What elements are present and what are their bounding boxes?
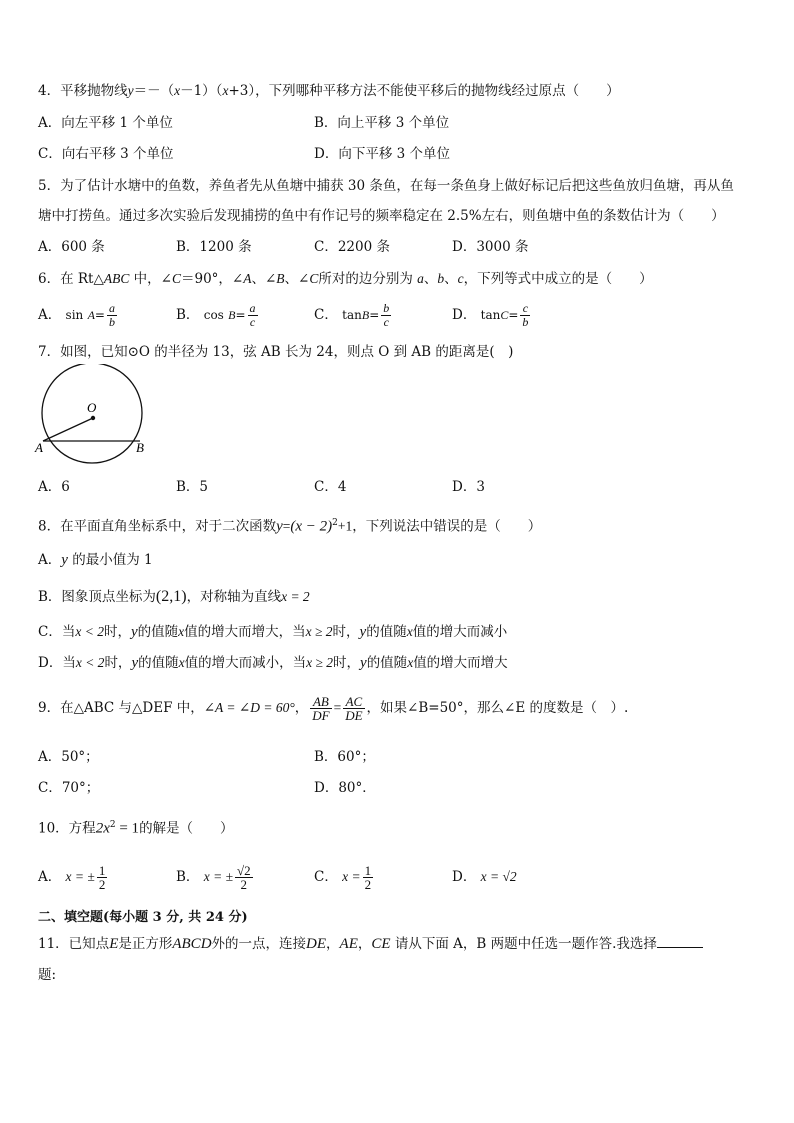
- q5-option-a[interactable]: A．600 条: [38, 239, 105, 255]
- q9-option-a[interactable]: A．50°；: [38, 749, 99, 765]
- q4-option-b[interactable]: B．向上平移 3 个单位: [314, 115, 450, 131]
- q7-option-a[interactable]: A．6: [38, 479, 70, 495]
- q4-option-a[interactable]: A．向左平移 1 个单位: [38, 115, 173, 131]
- q10-option-d[interactable]: D． x = √2: [452, 869, 517, 885]
- circle-diagram: [34, 364, 152, 464]
- q9-option-b[interactable]: B．60°；: [314, 749, 375, 765]
- q10-option-b[interactable]: B． x = ± $\frac{√2}{2}$: [176, 862, 251, 892]
- question-6-stem: 6．在 Rt△ABC 中，∠C＝90°，∠A、∠B、∠C所对的边分别为 a、b、c，下列等式中成立的是（ ）: [38, 271, 653, 287]
- question-7-stem: 7．如图，已知⊙O 的半径为 13，弦 AB 长为 24，则点 O 到 AB 的距离是( ): [38, 344, 514, 360]
- question-10-stem: 10．方程$2x^2 = 1$的解是（ ）: [38, 820, 234, 837]
- q6-option-a[interactable]: A． sin A = $\frac{a}{b}$: [38, 300, 115, 329]
- question-4-stem: 4．平移抛物线y＝－（x－1）（x+3），下列哪种平移方法不能使平移后的抛物线经过原点（ ）: [38, 83, 620, 99]
- q5-option-b[interactable]: B．1200 条: [176, 239, 252, 255]
- q4-option-d[interactable]: D．向下平移 3 个单位: [314, 146, 450, 162]
- answer-blank[interactable]: [657, 935, 703, 948]
- question-11-stem: 11．已知点E是正方形ABCD外的一点，连接DE，AE，CE 请从下面 A，B 两题中任选一题作答.我选择: [38, 935, 703, 953]
- q7-option-d[interactable]: D．3: [452, 479, 485, 495]
- label-a: A: [35, 440, 43, 455]
- q6-option-b[interactable]: B． cos B = $\frac{a}{c}$: [176, 300, 256, 329]
- q8-option-b[interactable]: B．图象顶点坐标为(2,1)，对称轴为直线x = 2: [38, 588, 310, 605]
- q5-option-c[interactable]: C．2200 条: [314, 239, 390, 255]
- label-o: O: [87, 400, 97, 415]
- radius-oa: [43, 418, 93, 441]
- question-9-stem: 9．在△ABC 与△DEF 中， ∠A = ∠D = 60° ， $\frac{AB}{DF}$ = $\frac{AC}{DE}$ ，如果∠B=50°，那么∠E 的度数是（ ）.: [38, 693, 629, 723]
- q8-option-c[interactable]: C．当x < 2时，y的值随x值的增大而增大，当x ≥ 2时，y的值随x值的增大而减小: [38, 624, 508, 640]
- q7-option-c[interactable]: C．4: [314, 479, 347, 495]
- question-8-stem: 8．在平面直角坐标系中，对于二次函数$y=(x - 2)^2+1$，下列说法中错误的是（ ）: [38, 518, 542, 535]
- q6-option-c[interactable]: C． tan B = $\frac{b}{c}$: [314, 300, 390, 329]
- question-5-stem-line2: 塘中打捞鱼。通过多次实验后发现捕捞的鱼中有作记号的频率稳定在 2.5%左右，则鱼塘中鱼的条数估计为（ ）: [38, 208, 725, 224]
- section-heading-fill-in: 二、填空题(每小题 3 分, 共 24 分): [38, 910, 248, 925]
- q9-option-d[interactable]: D．80°．: [314, 780, 376, 796]
- q9-option-c[interactable]: C．70°；: [38, 780, 100, 796]
- q7-option-b[interactable]: B．5: [176, 479, 209, 495]
- question-11-stem-line2: 题:: [38, 967, 57, 983]
- q8-option-d[interactable]: D．当x < 2时，y的值随x值的增大而减小，当x ≥ 2时，y的值随x值的增大而增大: [38, 655, 508, 671]
- q10-option-c[interactable]: C． x = $\frac{1}{2}$: [314, 862, 372, 892]
- center-point: [91, 416, 95, 420]
- q6-option-d[interactable]: D． tan C = $\frac{c}{b}$: [452, 300, 529, 329]
- q5-option-d[interactable]: D．3000 条: [452, 239, 529, 255]
- question-5-stem-line1: 5．为了估计水塘中的鱼数，养鱼者先从鱼塘中捕获 30 条鱼，在每一条鱼身上做好标记后把这些鱼放归鱼塘，再从鱼: [38, 178, 734, 194]
- label-b: B: [136, 440, 144, 455]
- q4-option-c[interactable]: C．向右平移 3 个单位: [38, 146, 174, 162]
- q10-option-a[interactable]: A． x = ± $\frac{1}{2}$: [38, 862, 106, 892]
- q8-option-a[interactable]: A．y 的最小值为 1: [38, 552, 153, 568]
